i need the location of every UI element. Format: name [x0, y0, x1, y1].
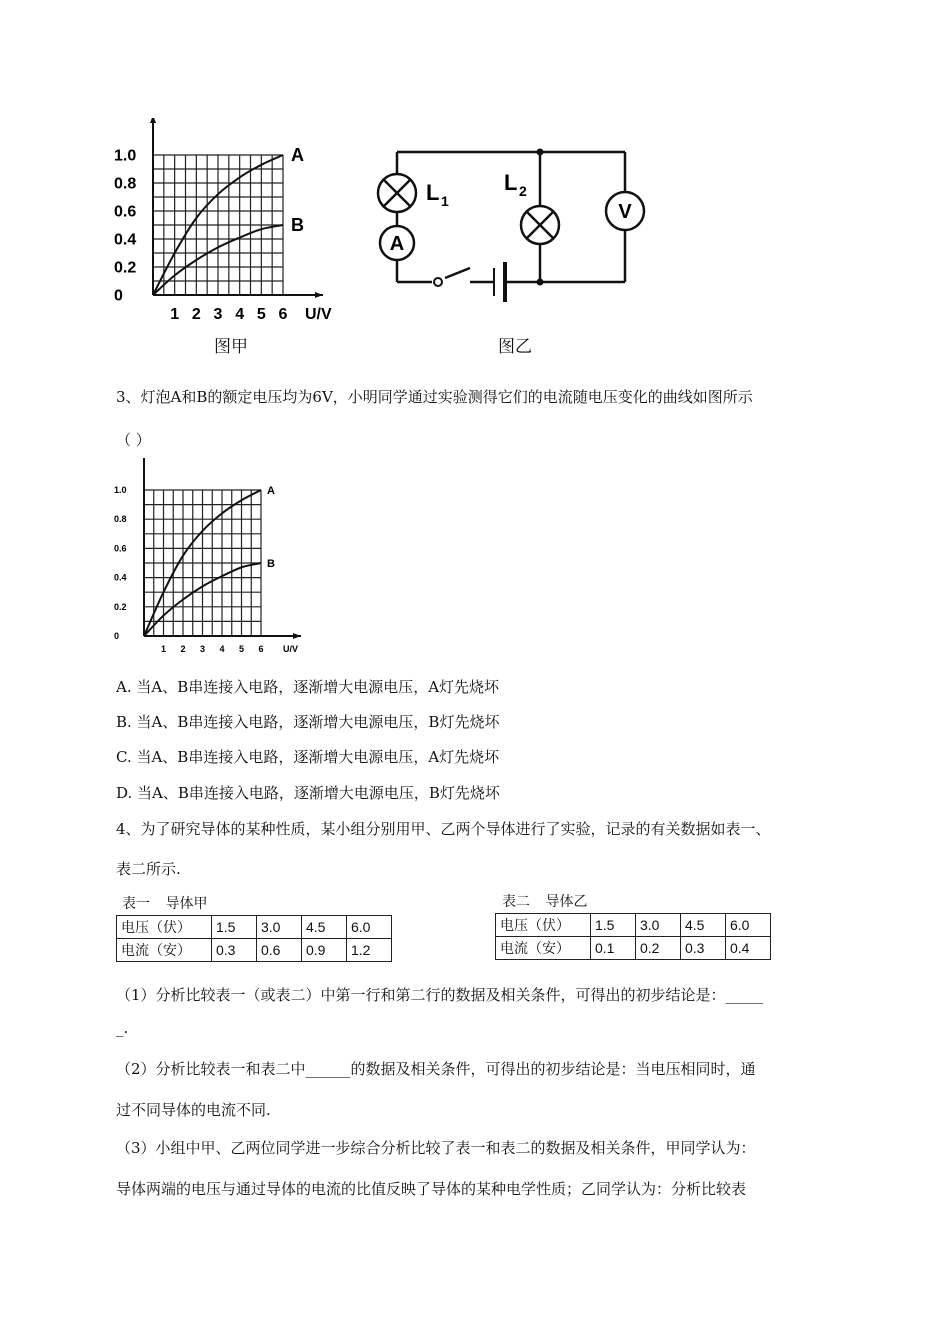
table-cell: 1.2 [347, 939, 392, 962]
x-tick-label: 3 [199, 644, 206, 654]
q4-sub1-line1: （1）分析比较表一（或表二）中第一行和第二行的数据及相关条件，可得出的初步结论是：_____ [116, 986, 764, 1004]
table1 [116, 915, 392, 962]
series-label-b: B [267, 558, 275, 570]
q3-option-d[interactable]: D. 当A、B串连接入电路，逐渐增大电源电压，B灯先烧坏 [116, 784, 500, 802]
x-tick-label: 1 [170, 306, 180, 323]
q4-sub3-line1: （3）小组中甲、乙两位同学进一步综合分析比较了表一和表二的数据及相关条件，甲同学认为： [116, 1139, 756, 1157]
q4-sub2-line2: 过不同导体的电流不同. [116, 1101, 271, 1119]
y-tick-label: 0 [114, 631, 120, 641]
table-cell: 1.5 [591, 914, 636, 937]
table-cell: 电流（安） [117, 939, 212, 962]
table-cell: 6.0 [726, 914, 771, 937]
table-cell: 0.1 [591, 937, 636, 960]
table-cell: 4.5 [302, 916, 347, 939]
table2-caption: 表二 导体乙 [502, 893, 588, 909]
table-cell: 0.3 [212, 939, 257, 962]
table-cell: 0.4 [726, 937, 771, 960]
figure-yi-caption: 图乙 [498, 337, 532, 356]
table-cell: 0.2 [636, 937, 681, 960]
q4-sub1-line2: _. [116, 1019, 129, 1037]
lamp-l2-label: L [504, 170, 518, 195]
lamp-l1-label: L [426, 180, 440, 205]
table-cell: 3.0 [636, 914, 681, 937]
table-cell: 1.5 [212, 916, 257, 939]
lamp-l1-subscript: 1 [441, 193, 449, 209]
y-tick-label: 1.0 [114, 147, 137, 165]
table-row [117, 939, 392, 962]
q3-stem: 3、灯泡A和B的额定电压均为6V，小明同学通过实验测得它们的电流随电压变化的曲线如图所示 [116, 388, 753, 406]
lamp-l2-subscript: 2 [519, 183, 527, 199]
table-row [496, 914, 771, 937]
y-tick-label: 0.8 [114, 175, 137, 193]
x-axis-arrow [315, 292, 323, 298]
q4-stem-line2: 表二所示. [116, 860, 181, 878]
x-tick-label: 2 [191, 306, 201, 323]
table-row [117, 916, 392, 939]
y-tick-label: 0.4 [114, 572, 127, 583]
x-tick-label: 4 [235, 306, 245, 323]
q4-stem-line1: 4、为了研究导体的某种性质，某小组分别用甲、乙两个导体进行了实验，记录的有关数据如表一、 [116, 820, 771, 838]
x-tick-label: 1 [160, 644, 167, 654]
x-tick-label: 3 [213, 306, 223, 323]
figure-jia [110, 118, 350, 358]
table-cell: 0.6 [257, 939, 302, 962]
y-axis-label [114, 118, 135, 121]
voltmeter-label: V [618, 201, 632, 223]
q3-figure [110, 458, 340, 658]
table1-caption: 表一 导体甲 [122, 895, 208, 911]
iv-chart-q3 [110, 458, 340, 658]
iv-chart-top [110, 118, 350, 358]
x-tick-label: 6 [258, 644, 264, 654]
y-tick-label: 0.8 [114, 514, 127, 525]
series-label-b: B [291, 215, 304, 235]
q4-sub3-line2: 导体两端的电压与通过导体的电流的比值反映了导体的某种电学性质；乙同学认为：分析比较表 [116, 1180, 747, 1198]
table-cell: 0.3 [681, 937, 726, 960]
table-row [496, 937, 771, 960]
x-tick-label: 5 [256, 306, 266, 323]
x-axis-label: U/V [305, 306, 332, 323]
y-tick-label: 0.2 [114, 259, 137, 277]
x-tick-label: 4 [219, 644, 225, 654]
x-axis-arrow [293, 633, 301, 639]
y-tick-label: 0.2 [114, 601, 127, 612]
circuit-diagram [370, 118, 650, 333]
q3-option-c[interactable]: C. 当A、B串连接入电路，逐渐增大电源电压，A灯先烧坏 [116, 748, 500, 766]
series-label-a: A [267, 485, 275, 497]
ammeter-label: A [389, 233, 405, 255]
x-axis-label: U/V [283, 644, 299, 654]
y-tick-label: 0 [114, 287, 123, 305]
table-cell: 3.0 [257, 916, 302, 939]
table2 [495, 913, 771, 960]
figure-yi [370, 118, 650, 358]
figure-jia-caption: 图甲 [214, 337, 248, 356]
y-tick-label: 0.4 [114, 231, 137, 249]
q3-answer-paren: （ ） [116, 431, 151, 449]
x-tick-label: 5 [238, 644, 245, 654]
table-cell: 电压（伏） [496, 914, 591, 937]
y-tick-label: 1.0 [114, 485, 127, 495]
q4-sub2-line1: （2）分析比较表一和表二中______的数据及相关条件，可得出的初步结论是：当电压相同时，通 [116, 1060, 756, 1078]
table-cell: 6.0 [347, 916, 392, 939]
table-cell: 电流（安） [496, 937, 591, 960]
series-label-a: A [291, 145, 304, 165]
y-tick-label: 0.6 [114, 203, 137, 221]
table-cell: 电压（伏） [117, 916, 212, 939]
y-axis-arrow [150, 118, 156, 123]
x-tick-label: 6 [278, 306, 288, 323]
x-tick-label: 2 [180, 644, 186, 654]
y-tick-label: 0.6 [114, 543, 127, 554]
table-cell: 4.5 [681, 914, 726, 937]
table-cell: 0.9 [302, 939, 347, 962]
q3-option-b[interactable]: B. 当A、B串连接入电路，逐渐增大电源电压，B灯先烧坏 [116, 713, 500, 731]
q3-option-a[interactable]: A. 当A、B串连接入电路，逐渐增大电源电压，A灯先烧坏 [116, 678, 500, 696]
